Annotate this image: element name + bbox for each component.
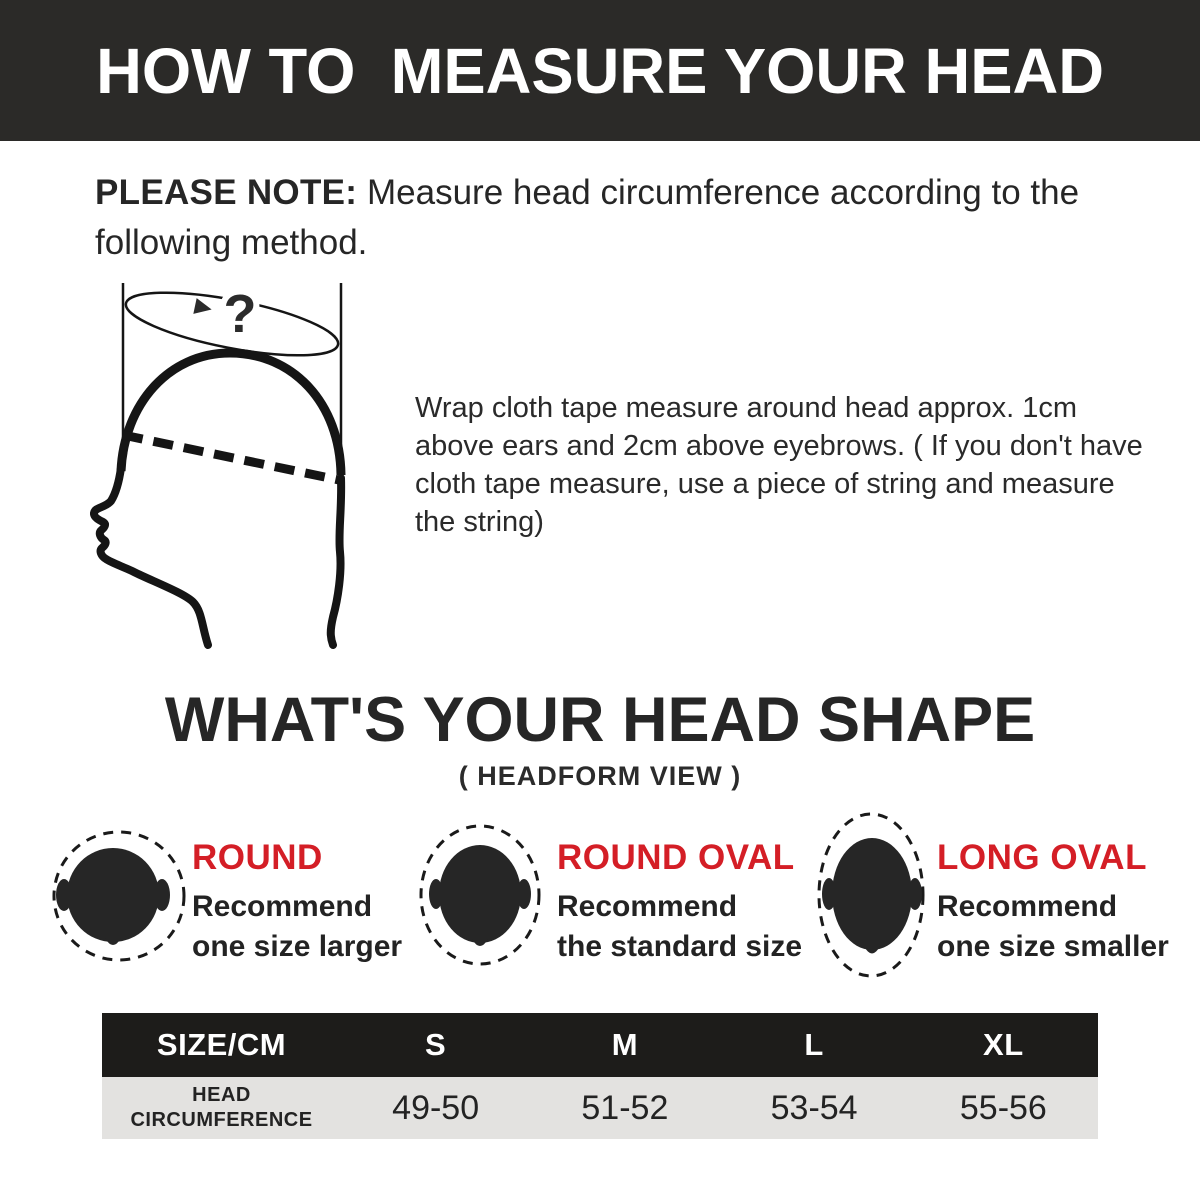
long-oval-recommendation-line2: one size smaller (937, 930, 1169, 963)
round-oval-recommendation-line2: the standard size (557, 930, 803, 963)
size-table-header-sizecm: SIZE/CM (102, 1013, 341, 1077)
round-oval-shape-info (557, 838, 802, 967)
size-table-header-m: M (530, 1013, 719, 1077)
headform-view-subtitle: ( HEADFORM VIEW ) (458, 761, 742, 791)
question-mark: ? (223, 284, 257, 344)
round-head-silhouette (56, 848, 170, 945)
size-table (102, 1013, 1098, 1139)
measuring-instruction: Wrap cloth tape measure around head approx. 1cm above ears and 2cm above eyebrows. ( If you don't have cloth tape measure, use a piece of string and measure the string) (415, 392, 1143, 538)
please-note-text: Measure head circumference according to the following method. (95, 173, 1080, 262)
long-oval-head-top-view-icon (816, 811, 926, 979)
round-oval-head-silhouette (429, 845, 531, 946)
size-value-m: 51-52 (530, 1077, 719, 1139)
round-recommendation-line2: one size larger (192, 930, 403, 963)
page-title: HOW TO MEASURE YOUR HEAD (96, 34, 1104, 107)
please-note-label: PLEASE NOTE: (95, 173, 358, 212)
long-oval-label: LONG OVAL (937, 838, 1147, 877)
size-table-header-row (102, 1013, 1098, 1077)
round-label: ROUND (192, 838, 323, 877)
round-oval-head-top-view-icon (418, 823, 542, 967)
head-circumference-label: HEAD CIRCUMFERENCE (102, 1077, 341, 1139)
head-shape-title: WHAT'S YOUR HEAD SHAPE (164, 685, 1036, 755)
header-banner (0, 0, 1200, 141)
long-oval-head-silhouette (822, 838, 922, 954)
round-shape-info (192, 838, 402, 967)
round-oval-recommendation-line1: Recommend (557, 890, 738, 923)
size-table-header-xl: XL (909, 1013, 1098, 1077)
size-table-header-l: L (720, 1013, 909, 1077)
round-head-top-view-icon (50, 828, 188, 964)
size-value-s: 49-50 (341, 1077, 530, 1139)
size-value-l: 53-54 (720, 1077, 909, 1139)
round-oval-label: ROUND OVAL (557, 838, 795, 877)
round-recommendation-line1: Recommend (192, 890, 373, 923)
circumference-dashed-line (123, 435, 339, 480)
size-value-xl: 55-56 (909, 1077, 1098, 1139)
size-table-data-row (102, 1077, 1098, 1139)
head-profile-illustration (90, 275, 360, 650)
back-of-head-outline (331, 478, 341, 645)
long-oval-shape-info (937, 838, 1169, 967)
arrowhead-icon (193, 298, 213, 317)
long-oval-recommendation-line1: Recommend (937, 890, 1118, 923)
please-note (95, 168, 1100, 267)
size-table-header-s: S (341, 1013, 530, 1077)
face-profile-outline (94, 468, 208, 645)
